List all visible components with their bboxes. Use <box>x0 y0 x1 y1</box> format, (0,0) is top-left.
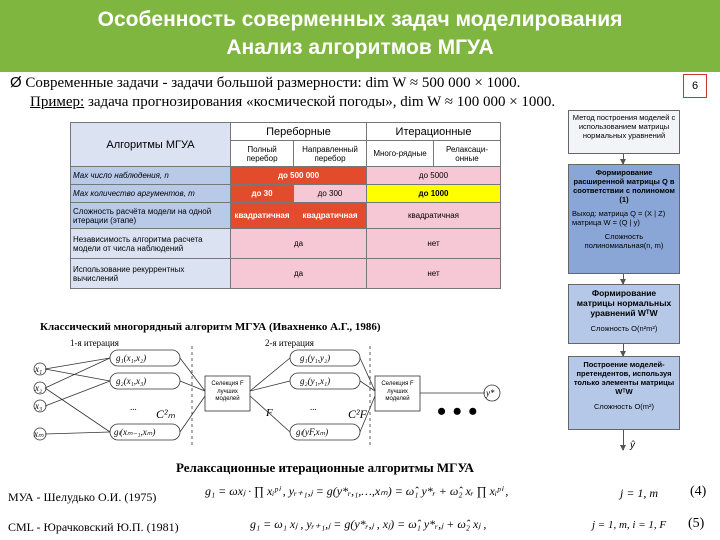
iteration-2-label: 2-я итерация <box>265 338 314 348</box>
bullet-line <box>10 74 520 92</box>
diagram-link <box>45 381 110 406</box>
continuation-dots: • • • <box>437 397 478 426</box>
model-node-text: g₁(y₁,y₂) <box>300 353 331 363</box>
flow-box-normal-complexity: Сложность O(n²m²) <box>590 324 658 333</box>
row-label: Использование рекуррентных вычислений <box>71 259 231 289</box>
example-label: Пример: <box>30 94 85 110</box>
sub-col-3: Много-рядные <box>367 141 434 167</box>
example-text: задача прогнозирования «космической погоды», dim W ≈ 100 000 × 1000. <box>84 94 556 110</box>
model-gl-label: gₗ(xₘ₋₁,xₘ) <box>114 427 156 437</box>
mua-formula: g₁ = ωxⱼ · ∏ xᵢᵖⁱ , yᵣ₊₁,ⱼ = g(y*ᵣ,₁,…,xₘ) = ω̂₁ y*ᵣ + ω̂₂ xᵣ ∏ xᵢᵖⁱ , <box>205 484 509 498</box>
input-x3-label: x₃ <box>35 401 43 411</box>
arrow-down-icon <box>623 274 624 284</box>
diagram-caption: Классический многорядный алгоритм МГУА (Ивахненко А.Г., 1986) <box>40 321 381 333</box>
arrow-down-icon <box>623 154 624 164</box>
diagram-link <box>45 358 110 369</box>
model-node-text: gₗ(yF,xₘ) <box>296 427 329 437</box>
table-cell: до 500 000 <box>231 167 367 185</box>
diagram-link <box>45 358 110 388</box>
selection-2: Селекция F лучших моделей <box>381 381 414 402</box>
flow-box-extend-title: Формирование расширенной матрицы Q в соответствии с полиномом (1) <box>573 168 675 204</box>
flow-box-normal-title: Формирование матрицы нормальных уравнений WᵀW <box>576 288 672 318</box>
arrow-down-icon <box>623 344 624 356</box>
mua-range: j = 1, m <box>620 486 659 500</box>
diagram-link <box>45 369 110 381</box>
model-g2-label: g₂(x₁,x₃) <box>116 376 147 386</box>
slide-title <box>0 0 720 72</box>
bullet-arrow-icon: Ø <box>10 74 22 91</box>
row-label: Мах число наблюдения, n <box>71 167 231 185</box>
sub-col-1: Полный перебор <box>231 141 294 167</box>
selection-1: Селекция F лучших моделей <box>211 381 244 402</box>
title-line-1: Особенность соверменных задач моделирования <box>97 8 623 31</box>
group-exhaustive: Переборные <box>231 123 367 141</box>
cml-range: j = 1, m, i = 1, F <box>592 519 667 531</box>
row-label: Сложность расчёта модели на одной итерации (этапе) <box>71 203 231 229</box>
table-cell: до 1000 <box>367 185 501 203</box>
flow-box-candidates <box>568 356 680 430</box>
table-cell: да <box>231 259 367 289</box>
gmdh-diagram <box>30 336 520 454</box>
flow-box-extend-complexity: Сложность полиномиальная(n, m) <box>584 232 664 250</box>
algorithms-table <box>70 122 501 289</box>
sub-col-2: Направленный перебор <box>294 141 367 167</box>
cf2-label: C²F <box>348 407 367 421</box>
row-label: Независимость алгоритма расчета модели от числа наблюдений <box>71 229 231 259</box>
sub-col-4: Релаксаци-онные <box>434 141 501 167</box>
mua-label: МУА - Шелудько О.И. (1975) <box>8 490 157 504</box>
equation-number-4: (4) <box>690 484 707 499</box>
arrow-down-icon <box>623 430 624 450</box>
table-cell: квадратичная <box>231 203 294 229</box>
title-line-2: Анализ алгоритмов МГУА <box>226 36 494 59</box>
table-cell: до 5000 <box>367 167 501 185</box>
table-cell: нет <box>367 259 501 289</box>
table-corner: Алгоритмы МГУА <box>71 123 231 167</box>
output-label: y* <box>486 388 495 398</box>
flow-box-method: Метод построения моделей с использованием матрицы нормальных уравнений <box>568 110 680 154</box>
input-x2-label: x₂ <box>35 383 43 393</box>
input-xm-label: xₘ <box>34 429 44 439</box>
iteration-1-label: 1-я итерация <box>70 338 119 348</box>
cml-formula: g₁ = ω₁ xⱼ , yᵣ₊₁,ⱼ = g(y*ᵣ,ⱼ , xⱼ) = ω̂₁ y*ᵣ,ⱼ + ω̂₂ xⱼ , <box>250 517 487 531</box>
table-cell: да <box>231 229 367 259</box>
table-cell: квадратичная <box>294 203 367 229</box>
flow-box-candidates-title: Построение моделей-претендентов, используя только элементы матрицы WᵀW <box>573 360 675 396</box>
flow-box-candidates-complexity: Сложность O(m²) <box>593 402 655 411</box>
cm2-label: C²ₘ <box>156 407 176 421</box>
table-cell: квадратичная <box>367 203 501 229</box>
bullet-text: Современные задачи - задачи большой размерности: dim W ≈ 500 000 × 1000. <box>25 75 521 91</box>
table-cell: нет <box>367 229 501 259</box>
f-label: F <box>266 407 273 419</box>
row-label: Мах количество аргументов, m <box>71 185 231 203</box>
flow-box-extend-output: Выход: матрица Q = (X | Z) матрица W = (Q | y) <box>572 209 666 227</box>
flow-box-normal-eq <box>568 284 680 344</box>
flow-output: ŷ <box>630 440 635 451</box>
page-number: 6 <box>683 74 707 98</box>
table-cell: до 30 <box>231 185 294 203</box>
equation-number-5: (5) <box>688 516 705 531</box>
diagram-link <box>45 388 110 432</box>
table-cell: до 300 <box>294 185 367 203</box>
diagram-link <box>45 432 110 434</box>
diagram-link <box>180 396 205 432</box>
group-iterative: Итерационные <box>367 123 501 141</box>
input-x1-label: x₁ <box>35 364 43 374</box>
relax-caption: Релаксационные итерационные алгоритмы МГУА <box>176 460 474 475</box>
example-line <box>30 94 555 111</box>
cml-label: CML - Юрачковский Ю.П. (1981) <box>8 520 179 534</box>
model-g1-label: g₁(x₁,x₂) <box>116 353 147 363</box>
flow-box-extend <box>568 164 680 274</box>
model-node-text: g₂(y₁,x₁) <box>300 376 331 386</box>
ellipsis-label: ... <box>310 402 317 412</box>
ellipsis-label: ... <box>130 402 137 412</box>
